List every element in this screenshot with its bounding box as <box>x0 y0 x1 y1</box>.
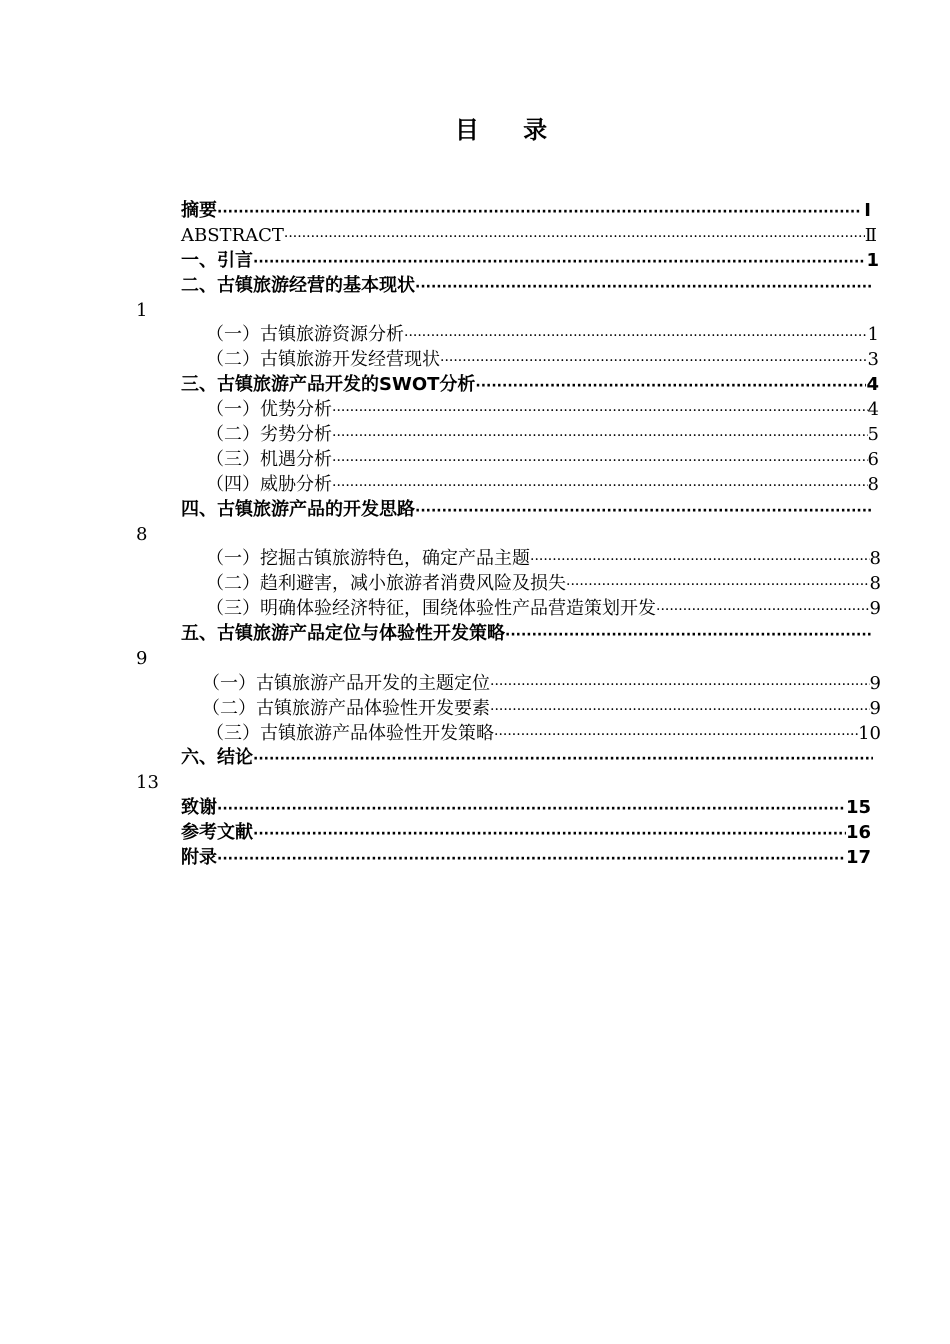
toc-page-number: 4 <box>866 374 879 395</box>
toc-leader <box>530 548 870 572</box>
toc-leader <box>490 673 870 697</box>
toc-entry-text: 附录 <box>181 847 217 868</box>
toc-page-number: 16 <box>845 822 871 843</box>
toc-leader <box>404 324 868 348</box>
toc-entry-text: （三）明确体验经济特征，围绕体验性产品营造策划开发 <box>206 598 656 619</box>
toc-entry-acknowledgements[interactable] <box>181 796 871 820</box>
toc-leader <box>490 698 870 722</box>
toc-page-number-wrapped: 13 <box>136 772 159 793</box>
toc-entry-text: 二、古镇旅游经营的基本现状 <box>181 275 415 296</box>
toc-leader <box>505 623 873 647</box>
toc-entry-text: ABSTRACT <box>181 225 284 246</box>
toc-entry-text: （三）机遇分析 <box>206 449 332 470</box>
toc-entry-3-4[interactable] <box>206 473 879 497</box>
toc-leader <box>440 349 868 373</box>
toc-page-number: 9 <box>869 698 881 719</box>
toc-entry-text: 四、古镇旅游产品的开发思路 <box>181 499 415 520</box>
toc-entry-abstract-cn[interactable] <box>181 199 871 223</box>
toc-entry-text: 一、引言 <box>181 250 253 271</box>
toc-leader <box>415 499 873 523</box>
toc-entry-2-1[interactable] <box>206 323 879 347</box>
toc-entry-2-2[interactable] <box>206 348 879 372</box>
toc-entry-section-3[interactable] <box>181 373 879 397</box>
toc-page-number: 15 <box>845 797 871 818</box>
toc-page-number: 3 <box>867 349 879 370</box>
toc-entry-3-1[interactable] <box>206 398 879 422</box>
toc-leader <box>566 573 870 597</box>
toc-leader <box>475 374 866 398</box>
toc-entry-text: （一）古镇旅游产品开发的主题定位 <box>202 673 490 694</box>
toc-entry-5-3[interactable] <box>206 722 881 746</box>
toc-leader <box>415 275 873 299</box>
toc-leader <box>253 747 873 771</box>
toc-leader <box>656 598 870 622</box>
toc-leader <box>332 424 868 448</box>
toc-entry-4-2[interactable] <box>206 572 881 596</box>
toc-entry-text: （二）劣势分析 <box>206 424 332 445</box>
toc-entry-text: 致谢 <box>181 797 217 818</box>
toc-entry-section-4[interactable] <box>181 498 883 522</box>
toc-entry-text: 参考文献 <box>181 822 253 843</box>
toc-page-number: 17 <box>845 847 871 868</box>
toc-page-number: 1 <box>867 324 879 345</box>
toc-leader <box>217 847 846 871</box>
toc-leader <box>332 474 868 498</box>
toc-leader <box>332 449 868 473</box>
toc-page-number: 8 <box>867 474 879 495</box>
toc-entry-abstract-en[interactable] <box>181 224 877 248</box>
toc-entry-section-2[interactable] <box>181 274 883 298</box>
toc-page-number: 9 <box>869 598 881 619</box>
toc-entry-text: 六、结论 <box>181 747 253 768</box>
toc-page-number: 1 <box>866 250 879 271</box>
toc-page-number: 8 <box>869 548 881 569</box>
toc-page-number-wrapped: 1 <box>136 300 148 321</box>
toc-entry-5-1[interactable] <box>202 672 881 696</box>
toc-page-number: 9 <box>869 673 881 694</box>
toc-page-number: Ⅰ <box>864 200 871 221</box>
toc-page-number-wrapped: 9 <box>136 648 148 669</box>
toc-entry-text: （三）古镇旅游产品体验性开发策略 <box>206 723 494 744</box>
toc-entry-3-2[interactable] <box>206 423 879 447</box>
toc-entry-text: （四）威胁分析 <box>206 474 332 495</box>
toc-entry-introduction[interactable] <box>181 249 879 273</box>
toc-leader <box>332 399 868 423</box>
toc-entry-5-2[interactable] <box>202 697 881 721</box>
toc-entry-text: 摘要 <box>181 200 217 221</box>
toc-entry-section-5[interactable] <box>181 622 883 646</box>
toc-entry-text: 三、古镇旅游产品开发的SWOT分析 <box>181 374 476 395</box>
toc-entry-text: （二）古镇旅游开发经营现状 <box>206 349 440 370</box>
toc-entry-3-3[interactable] <box>206 448 879 472</box>
toc-entry-text: （一）古镇旅游资源分析 <box>206 324 404 345</box>
toc-leader <box>253 250 866 274</box>
toc-leader <box>284 225 865 249</box>
toc-page-number: Ⅱ <box>864 225 877 246</box>
toc-leader <box>217 797 846 821</box>
toc-page-number: 4 <box>867 399 879 420</box>
page-title: 目 录 <box>454 116 566 144</box>
toc-leader <box>253 822 846 846</box>
toc-entry-text: 五、古镇旅游产品定位与体验性开发策略 <box>181 623 505 644</box>
toc-entry-conclusion[interactable] <box>181 746 883 770</box>
toc-entry-text: （二）古镇旅游产品体验性开发要素 <box>202 698 490 719</box>
toc-entry-4-3[interactable] <box>206 597 881 621</box>
toc-entry-4-1[interactable] <box>206 547 881 571</box>
toc-entry-text: （一）挖掘古镇旅游特色，确定产品主题 <box>206 548 530 569</box>
toc-page-number: 10 <box>858 723 881 744</box>
toc-entry-text: （一）优势分析 <box>206 399 332 420</box>
toc-page-number-wrapped: 8 <box>136 524 148 545</box>
toc-page-number: 6 <box>867 449 879 470</box>
toc-leader <box>217 200 861 224</box>
toc-entry-appendix[interactable] <box>181 846 871 870</box>
toc-leader <box>494 723 858 747</box>
toc-entry-references[interactable] <box>181 821 871 845</box>
toc-page-number: 5 <box>867 424 879 445</box>
toc-entry-text: （二）趋利避害，减小旅游者消费风险及损失 <box>206 573 566 594</box>
toc-page-number: 8 <box>869 573 881 594</box>
